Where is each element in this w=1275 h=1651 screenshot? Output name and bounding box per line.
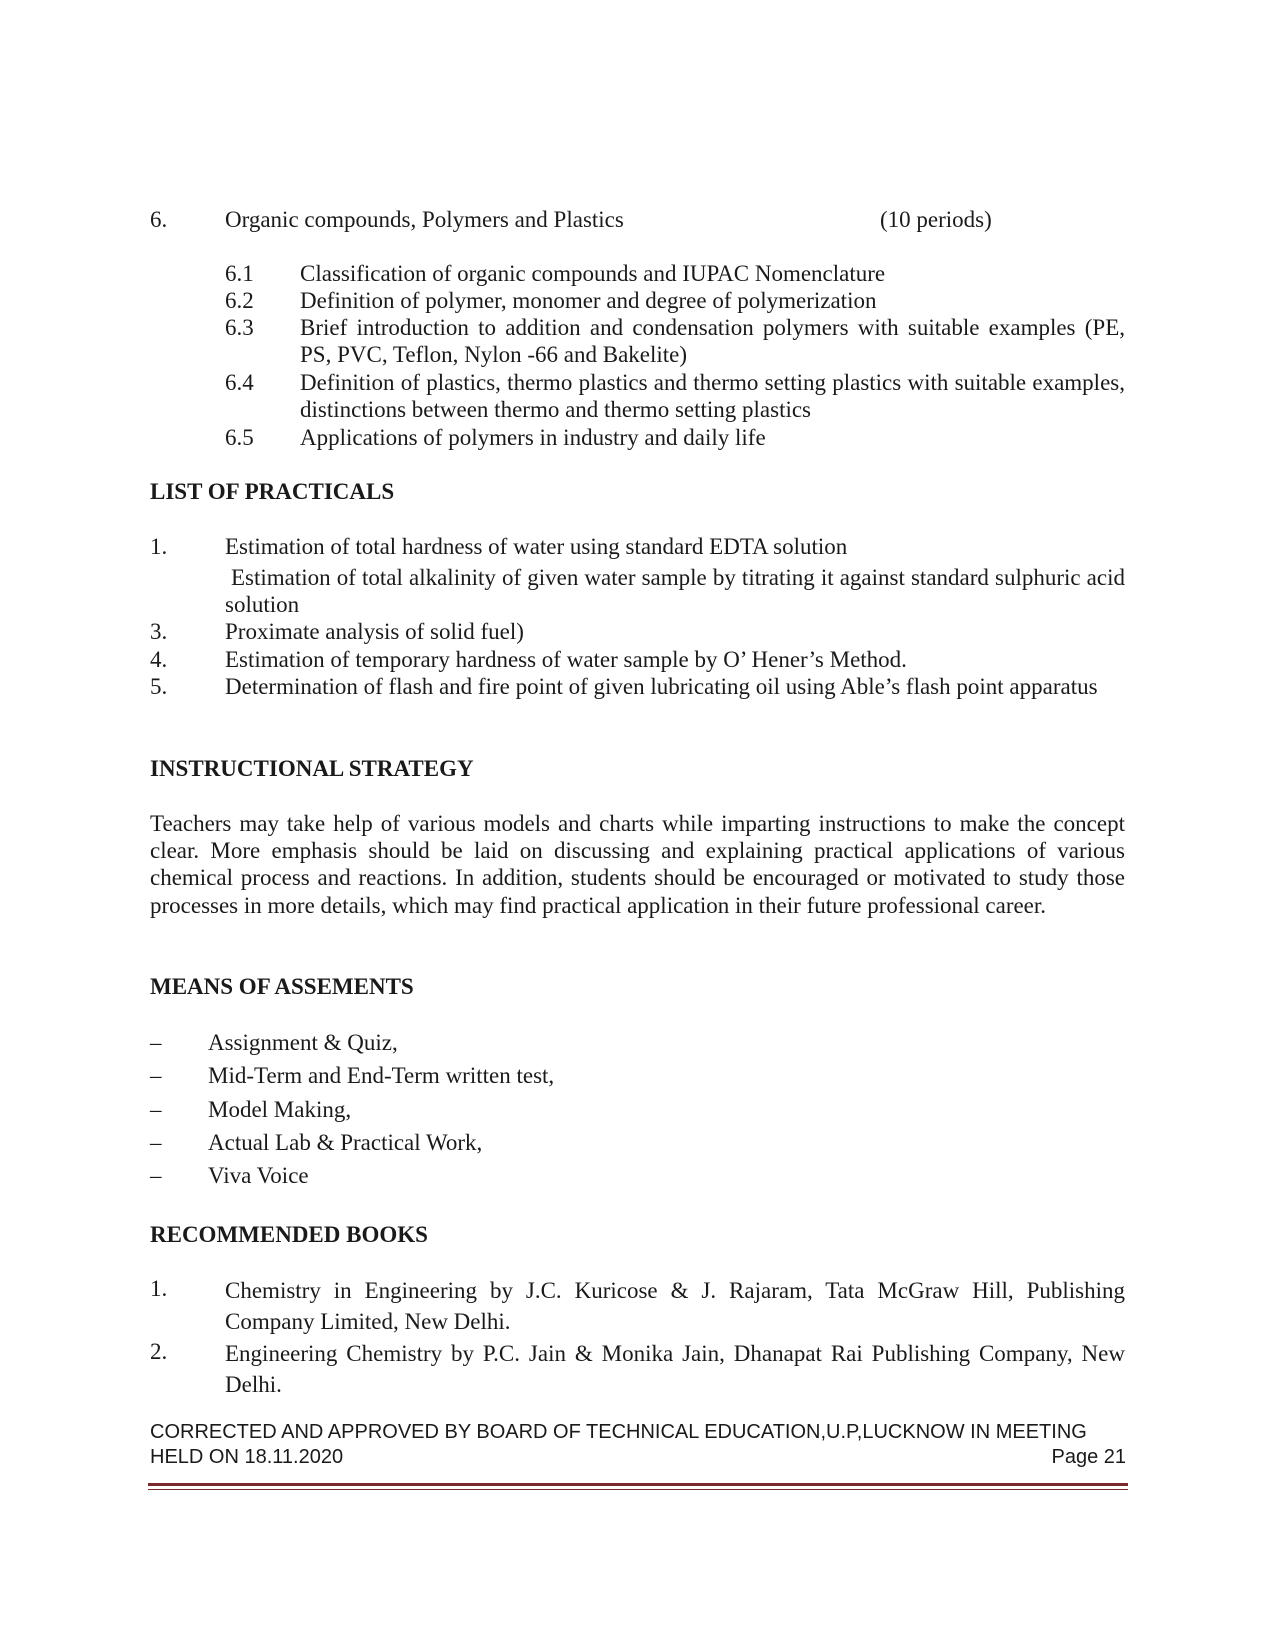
subitem-text: Brief introduction to addition and condensation polymers with suitable examples (PE, PS, PVC, Teflon, Nylon -66 and Bakelite) [300,315,1125,367]
practical-text: Proximate analysis of solid fuel) [225,619,524,644]
section-title: Organic compounds, Polymers and Plastics [225,207,624,232]
subitem-text: Definition of polymer, monomer and degree of polymerization [300,288,877,313]
subitem-text: Classification of organic compounds and IUPAC Nomenclature [300,261,886,286]
page-number: Page 21 [1051,1446,1126,1468]
footer-line-2 [150,1445,1126,1470]
book-text: Chemistry in Engineering by J.C. Kuricose & J. Rajaram, Tata McGraw Hill, Publishing Company Limited, New Delhi. [225,1278,1125,1334]
practical-text: Determination of flash and fire point of given lubricating oil using Able’s flash point apparatus [225,674,1098,699]
practical-number: 1. [150,534,168,559]
footer-rule [148,1483,1128,1486]
dash-bullet: – [150,1163,162,1188]
dash-bullet: – [150,1030,162,1055]
practical-text: Estimation of temporary hardness of water sample by O’ Hener’s Method. [225,647,907,672]
strategy-heading: INSTRUCTIONAL STRATEGY [150,756,474,781]
subitem-number: 6.5 [225,425,254,450]
practical-text: Estimation of total hardness of water using standard EDTA solution [225,534,848,559]
strategy-paragraph: Teachers may take help of various models and charts while imparting instructions to make the concept clear. More emphasis should be laid on discussing and explaining practical applications of various chemical process and reactions. In addition, students should be encouraged or motivated to study those processes in more details, which may find practical application in their future professional career. [150,811,1125,918]
book-number: 2. [150,1339,168,1364]
footer-line-1: CORRECTED AND APPROVED BY BOARD OF TECHNICAL EDUCATION,U.P,LUCKNOW IN MEETING [150,1421,1087,1443]
section-number: 6. [150,207,168,232]
practicals-heading: LIST OF PRACTICALS [150,479,395,504]
dash-bullet: – [150,1097,162,1122]
practical-text: Estimation of total alkalinity of given water sample by titrating it against standard sulphuric acid solution [225,565,1125,617]
footer-date: HELD ON 18.11.2020 [150,1446,344,1468]
section-periods: (10 periods) [880,207,992,232]
dash-bullet: – [150,1130,162,1155]
assessment-text: Model Making, [208,1097,352,1122]
dash-bullet: – [150,1063,162,1088]
practical-number: 4. [150,647,168,672]
assessment-text: Actual Lab & Practical Work, [208,1130,483,1155]
practical-number: 5. [150,674,168,699]
subitem-text: Definition of plastics, thermo plastics and thermo setting plastics with suitable examples, distinctions between thermo and thermo setting plastics [300,370,1125,422]
subitem-number: 6.2 [225,288,254,313]
subitem-text: Applications of polymers in industry and daily life [300,425,766,450]
assessment-text: Mid-Term and End-Term written test, [208,1063,555,1088]
subitem-number: 6.4 [225,370,254,395]
book-number: 1. [150,1276,168,1301]
assessment-text: Assignment & Quiz, [208,1030,398,1055]
practical-number: 3. [150,619,168,644]
assessment-heading: MEANS OF ASSEMENTS [150,974,414,999]
footer-rule-thin [148,1489,1128,1490]
subitem-number: 6.3 [225,315,254,340]
book-text: Engineering Chemistry by P.C. Jain & Monika Jain, Dhanapat Rai Publishing Company, New Delhi. [225,1341,1125,1397]
assessment-text: Viva Voice [208,1163,309,1188]
subitem-number: 6.1 [225,261,254,286]
books-heading: RECOMMENDED BOOKS [150,1222,428,1247]
